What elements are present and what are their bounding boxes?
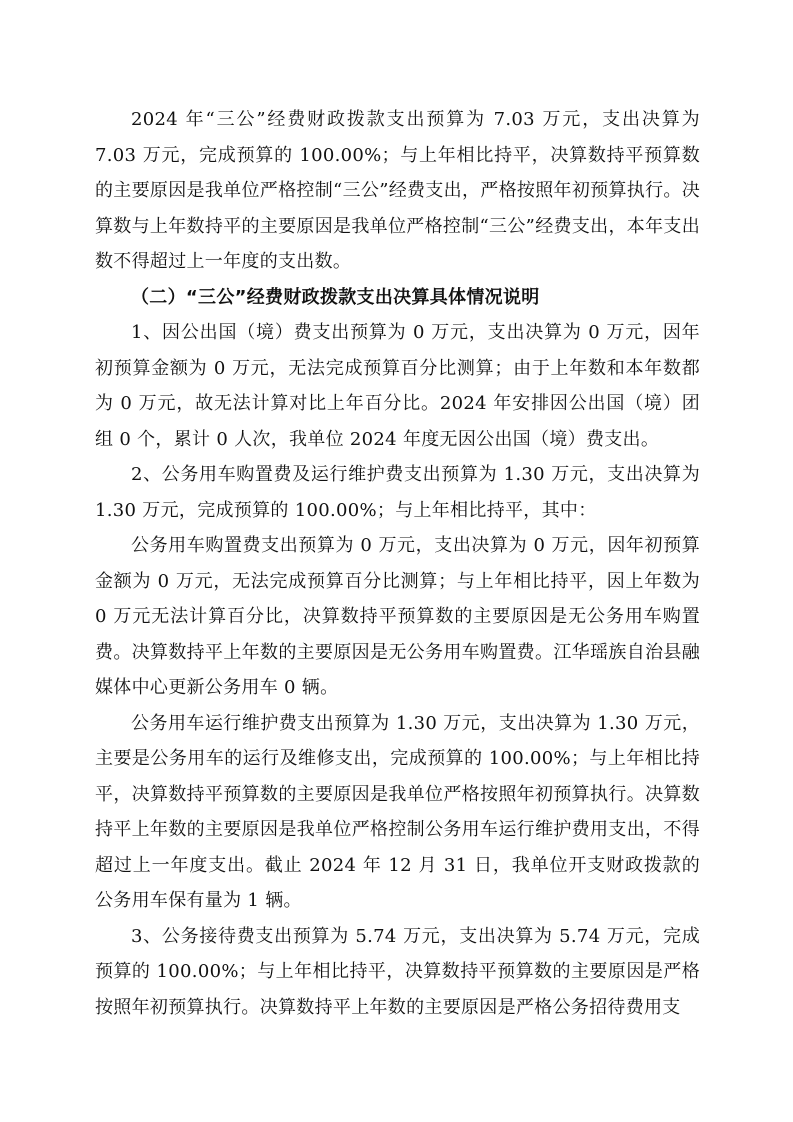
- section-heading: （二）“三公”经费财政拨款支出决算具体情况说明: [131, 286, 540, 308]
- paragraph-vehicle-purchase: 公务用车购置费支出预算为 0 万元，支出决算为 0 万元，因年初预算金额为 0 万元，无法完成预算百分比测算；与上年相比持平，因上年数为 0 万元无法计算百分比，决算数持平预算数的主要原因是无公务用车购置费。决算数持平上年数的主要原因是无公务用车购置费。江华瑶族自治县融媒体中心更新公务用车 0 辆。: [95, 535, 700, 698]
- document-page: [95, 102, 700, 1025]
- paragraph-overseas-travel: 1、因公出国（境）费支出预算为 0 万元，支出决算为 0 万元，因年初预算金额为 0 万元，无法完成预算百分比测算；由于上年数和本年数都为 0 万元，故无法计算对比上年百分比。2024 年安排因公出国（境）团组 0 个，累计 0 人次，我单位 2024 年度无因公出国（境）费支出。: [95, 322, 700, 450]
- paragraph-vehicle-maintenance: 公务用车运行维护费支出预算为 1.30 万元，支出决算为 1.30 万元，主要是公务用车的运行及维修支出，完成预算的 100.00%；与上年相比持平，决算数持平预算数的主要原因是我单位严格按照年初预算执行。决算数持平上年数的主要原因是我单位严格控制公务用车运行维护费用支出，不得超过上一年度支出。截止 2024 年 12 月 31 日，我单位开支财政拨款的公务用车保有量为 1 辆。: [95, 712, 700, 911]
- paragraph-reception: 3、公务接待费支出预算为 5.74 万元，支出决算为 5.74 万元，完成预算的 100.00%；与上年相比持平，决算数持平预算数的主要原因是严格按照年初预算执行。决算数持平上年数的主要原因是严格公务招待费用支: [95, 925, 700, 1018]
- paragraph-summary: 2024 年“三公”经费财政拨款支出预算为 7.03 万元，支出决算为 7.03 万元，完成预算的 100.00%；与上年相比持平，决算数持平预算数的主要原因是我单位严格控制“三公”经费支出，严格按照年初预算执行。决算数与上年数持平的主要原因是我单位严格控制“三公”经费支出，本年支出数不得超过上一年度的支出数。: [95, 109, 700, 272]
- paragraph-vehicle-total: 2、公务用车购置费及运行维护费支出预算为 1.30 万元，支出决算为 1.30 万元，完成预算的 100.00%；与上年相比持平，其中：: [95, 464, 700, 521]
